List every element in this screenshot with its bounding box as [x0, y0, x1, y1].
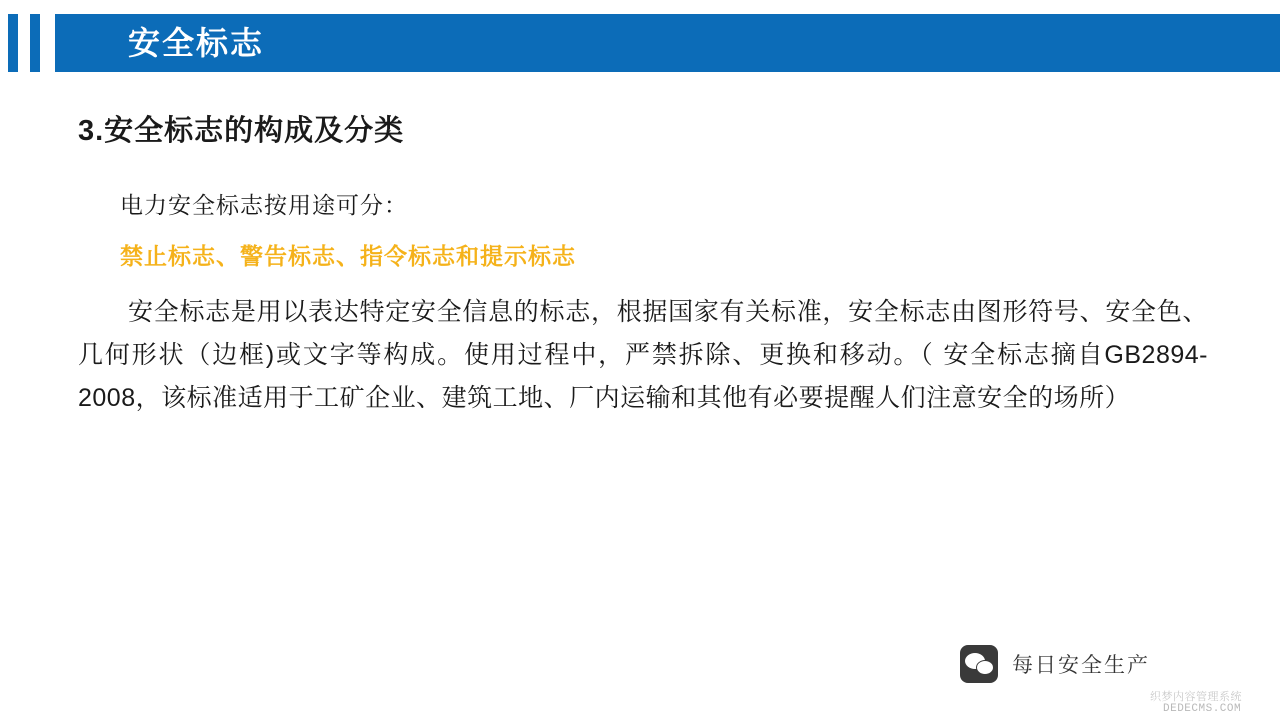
watermark-cn: 织梦内容管理系统	[1150, 691, 1242, 703]
wechat-bubble-small	[976, 660, 994, 675]
lead-text: 电力安全标志按用途可分：	[120, 192, 408, 218]
slide-content	[0, 108, 1280, 420]
slide-header	[0, 14, 1280, 72]
body-paragraph: 安全标志是用以表达特定安全信息的标志，根据国家有关标准，安全标志由图形符号、安全色、几何形状（边框)或文字等构成。使用过程中，严禁拆除、更换和移动。（ 安全标志摘自GB2894-2008，该标准适用于工矿企业、建筑工地、厂内运输和其他有必要提醒人们注意安全的场所）	[78, 298, 1208, 412]
header-title: 安全标志	[128, 25, 265, 61]
highlight-text: 禁止标志、警告标志、指令标志和提示标志	[120, 243, 576, 269]
wechat-icon	[960, 645, 998, 683]
header-accent-tick-1	[8, 14, 18, 72]
watermark-en: DEDECMS.COM	[1163, 703, 1242, 715]
wechat-account-name: 每日安全生产	[1012, 654, 1150, 677]
wechat-account-mark	[960, 645, 1150, 683]
header-accent-tick-2	[30, 14, 40, 72]
section-title: 3.安全标志的构成及分类	[78, 115, 405, 147]
